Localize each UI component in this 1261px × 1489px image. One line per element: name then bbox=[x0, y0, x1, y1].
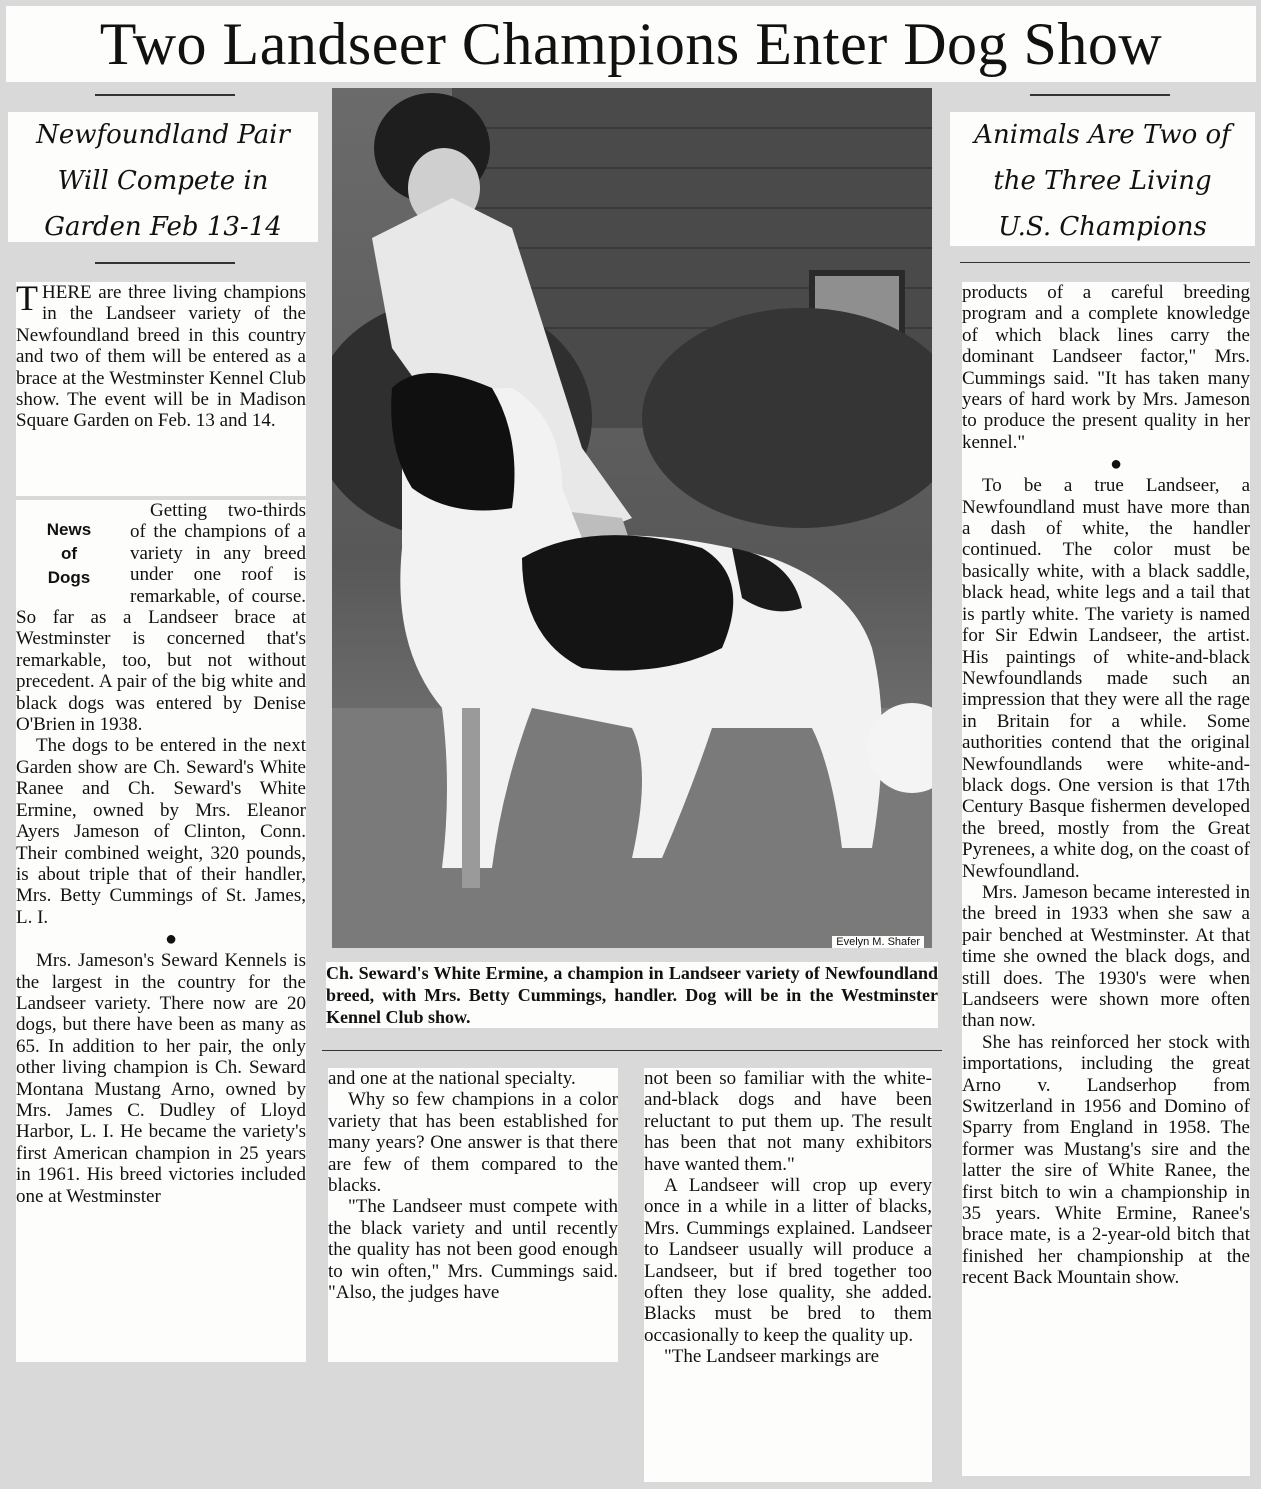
section-bullet: ● bbox=[164, 928, 178, 951]
article-column-1-continued bbox=[16, 500, 306, 1362]
paragraph: To be a true Landseer, a Newfoundland must have more than a dash of white, the handler continued. The color must be basically white, with a black saddle, black head, white legs and a tail that is partly white. The variety is named for Sir Edwin Landseer, the artist. His paintings of white-and-black Newfoundlands made such an impression that they were all the rage in Britain for a while. Some authorities contend that the original Newfoundlands were white-and-black dogs. One version is that 17th Century Basque fishermen developed the breed, mostly from the Great Pyrenees, a white dog, on the coast of Newfoundland. bbox=[962, 475, 1250, 882]
news-label-line-2: of bbox=[60, 544, 78, 563]
paragraph: not been so familiar with the white-and-black dogs and have been reluctant to put them up. The result has been that not many exhibitors have wanted them." bbox=[644, 1068, 932, 1175]
paragraph: products of a careful breeding program and a complete knowledge of which black lines carry the dominant Landseer factor," Mrs. Cummings said. "It has taken many years of hard work by Mrs. Jameson to produce the present quality in her kennel." bbox=[962, 282, 1250, 453]
paragraph: Mrs. Jameson became interested in the breed in 1933 when she saw a pair benched at Westminster. At that time she owned the black dogs, and still does. The 1930's were when Landseers were shown more often than now. bbox=[962, 881, 1250, 1032]
deck-left-line-2: Will Compete in bbox=[57, 166, 269, 196]
deck-left-line-1: Newfoundland Pair bbox=[36, 120, 290, 150]
paragraph: She has reinforced her stock with importations, including the great Arno v. Landserhop from Switzerland in 1956 and Domino of Sparry from England in 1958. The former was Mustang's sire and the latter the sire of White Ranee, the first bitch to win a championship in 35 years. White Ermine, Ranee's brace mate, is a 2-year-old bitch that finished her championship at the recent Back Mountain show. bbox=[962, 1031, 1250, 1289]
rule-left-top bbox=[95, 94, 235, 96]
article-column-3 bbox=[644, 1068, 932, 1482]
lead-text: HERE are three living champions in the Landseer variety of the Newfoundland breed in this country and two of them will be entered as a brace at the Westminster Kennel Club show. The event will be in Madison Square Garden on Feb. 13 and 14. bbox=[16, 282, 306, 432]
article-column-1 bbox=[16, 282, 306, 496]
article-column-2 bbox=[328, 1068, 618, 1362]
paragraph: The dogs to be entered in the next Garden show are Ch. Seward's White Ranee and Ch. Seward's White Ermine, owned by Mrs. Eleanor Ayers Jameson of Clinton, Conn. Their combined weight, 320 pounds, is about triple that of their handler, Mrs. Betty Cummings of St. James, L. I. bbox=[16, 735, 306, 928]
paragraph: Getting two-thirds of the champions of a variety in any breed under one roof is remarkable, of course. So far as a Landseer brace at Westminster is concerned that's remarkable, too, but not without precedent. A pair of the big white and black dogs was entered by Denise O'Brien in 1938. bbox=[16, 500, 306, 736]
news-label-line-3: Dogs bbox=[47, 568, 91, 587]
paragraph: "The Landseer must compete with the black variety and until recently the quality has not been good enough to win often," Mrs. Cummings said. "Also, the judges have bbox=[328, 1196, 618, 1304]
article-column-4 bbox=[962, 282, 1250, 1476]
deck-right-line-1: Animals Are Two of bbox=[974, 120, 1231, 150]
deck-left bbox=[8, 112, 318, 242]
deck-right-line-2: the Three Living bbox=[993, 166, 1212, 196]
paragraph: Mrs. Jameson's Seward Kennels is the largest in the country for the Landseer variety. There now are 20 dogs, but there have been as many as 65. In addition to her pair, the only other living champion is Ch. Seward Montana Mustang Arno, owned by Mrs. James C. Dudley of Lloyd Harbor, L. I. He became the variety's first American champion in 25 years in 1961. His breed victories included one at Westminster bbox=[16, 950, 306, 1207]
photo-credit: Evelyn M. Shafer bbox=[832, 936, 924, 948]
deck-right-line-3: U.S. Champions bbox=[998, 212, 1207, 242]
photo-dog-and-handler bbox=[332, 88, 932, 948]
paragraph: "The Landseer markings are bbox=[664, 1346, 880, 1368]
rule-right-deck bbox=[960, 262, 1250, 263]
photo-illustration bbox=[332, 88, 932, 948]
rule-right-top bbox=[1030, 94, 1170, 96]
drop-cap: T bbox=[16, 282, 38, 318]
headline: Two Landseer Champions Enter Dog Show bbox=[6, 6, 1256, 82]
rule-caption bbox=[322, 1050, 942, 1051]
photo-caption: Ch. Seward's White Ermine, a champion in Landseer variety of Newfoundland breed, with Mrs. Betty Cummings, handler. Dog will be in the Westminster Kennel Club show. bbox=[326, 963, 938, 1027]
deck-left-line-3: Garden Feb 13-14 bbox=[44, 212, 282, 242]
paragraph: Why so few champions in a color variety that has been established for many years? One answer is that there are few of them compared to the blacks. bbox=[328, 1089, 618, 1197]
news-label-line-1: News bbox=[46, 520, 92, 539]
news-of-dogs-label bbox=[16, 500, 122, 590]
paragraph: and one at the national specialty. bbox=[328, 1068, 576, 1089]
lead-paragraph bbox=[16, 282, 306, 432]
section-bullet: ● bbox=[1109, 453, 1123, 476]
rule-left-deck bbox=[95, 262, 235, 264]
deck-right bbox=[950, 112, 1255, 246]
paragraph: A Landseer will crop up every once in a while in a litter of blacks, Mrs. Cummings explained. Landseer to Landseer usually will produce a Landseer, but if bred together too often they lose quality, she added. Blacks must be bred to them occasionally to keep the quality up. bbox=[644, 1175, 932, 1346]
